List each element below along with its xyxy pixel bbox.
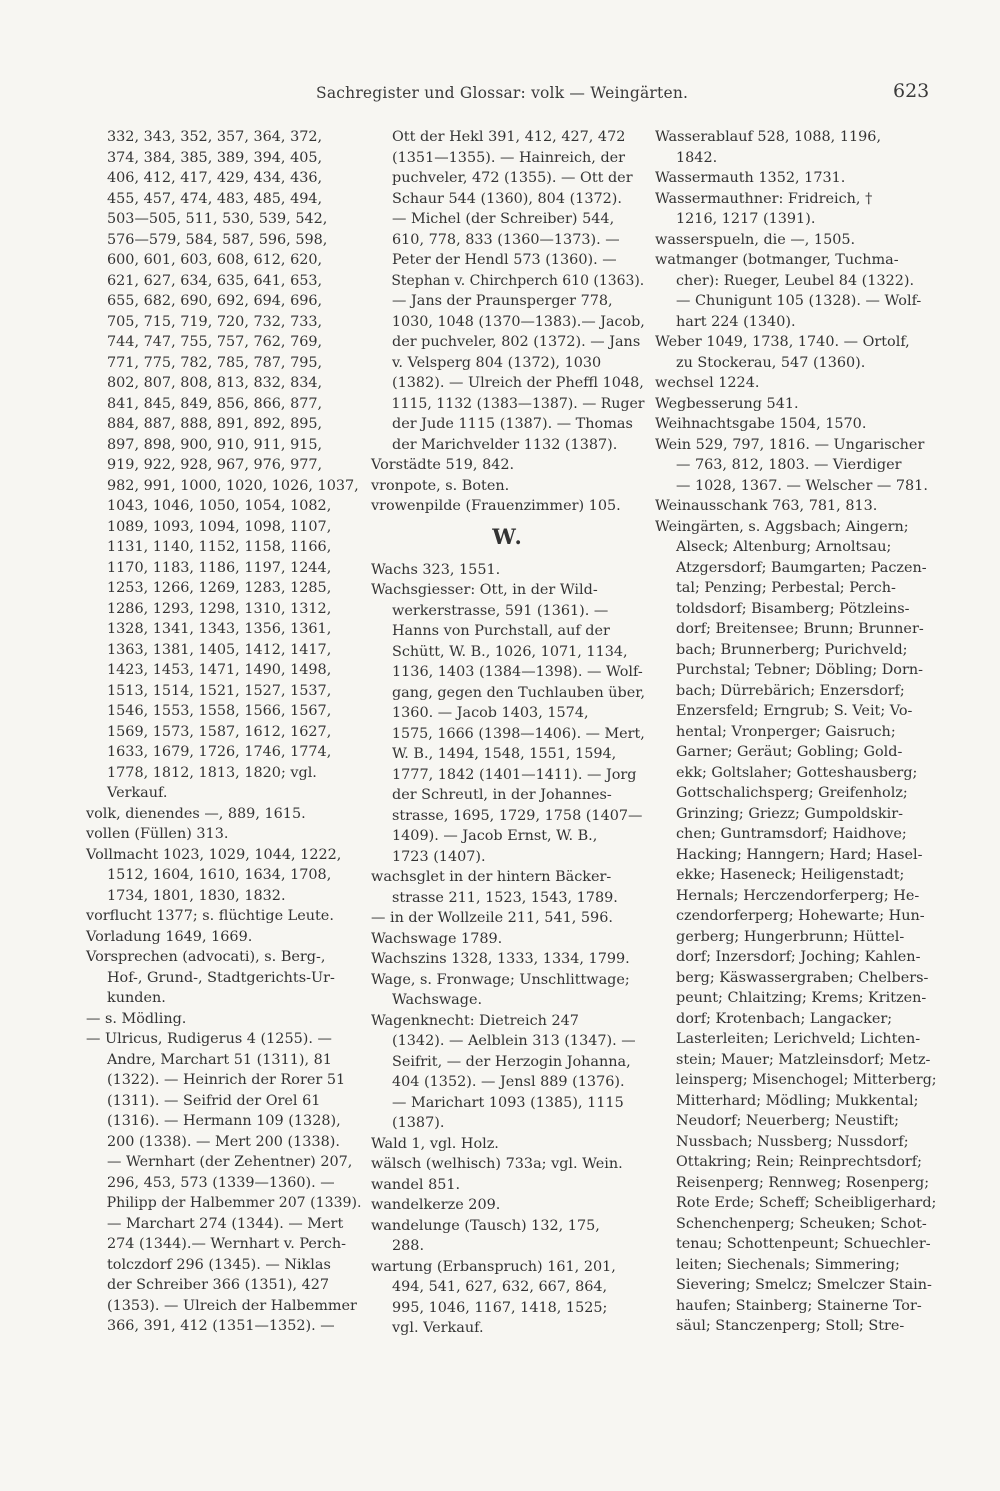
index-entry-continuation: 802, 807, 808, 813, 832, 834,	[107, 375, 323, 391]
index-entry-continuation: gang, gegen den Tuchlauben über,	[391, 684, 646, 701]
index-entry-continuation: 1575, 1666 (1398—1406). — Mert,	[391, 725, 645, 742]
index-entry-continuation: 296, 453, 573 (1339—1360). —	[107, 1174, 335, 1191]
index-entry-continuation: der Schreutl, in der Johannes-	[392, 787, 612, 803]
index-entry-continuation: 1360. — Jacob 1403, 1574,	[392, 705, 589, 721]
index-entry: Weinausschank 763, 781, 813.	[655, 498, 878, 514]
index-entry-continuation: 600, 601, 603, 608, 612, 620,	[107, 252, 323, 268]
index-entry-continuation: zu Stockerau, 547 (1360).	[676, 354, 866, 371]
index-entry: Wegbesserung 541.	[655, 395, 799, 412]
index-entry-continuation: 366, 391, 412 (1351—1352). —	[107, 1318, 335, 1334]
index-entry-continuation: 771, 775, 782, 785, 787, 795,	[107, 354, 323, 371]
index-entry-continuation: Reisenperg; Rennweg; Rosenperg;	[676, 1174, 930, 1191]
index-entry: Vorstädte 519, 842.	[371, 457, 515, 473]
index-entry-continuation: 655, 682, 690, 692, 694, 696,	[107, 293, 323, 309]
index-entry-continuation: 982, 991, 1000, 1020, 1026, 1037,	[107, 477, 359, 494]
index-entry-continuation: Garner; Geräut; Gobling; Gold-	[676, 744, 903, 760]
index-entry: Wald 1, vgl. Holz.	[371, 1135, 499, 1152]
index-entry-continuation: 374, 384, 385, 389, 394, 405,	[107, 149, 323, 166]
index-entry-continuation: 621, 627, 634, 635, 641, 653,	[107, 272, 323, 289]
index-entry-continuation: 1546, 1553, 1558, 1566, 1567,	[107, 703, 332, 719]
index-entry-continuation: (1316). — Hermann 109 (1328),	[107, 1113, 341, 1129]
index-entry-continuation: Philipp der Halbemmer 207 (1339).	[106, 1195, 362, 1211]
index-entry-continuation: leinsperg; Misenchogel; Mitterberg;	[675, 1072, 937, 1088]
index-entry-continuation: 406, 412, 417, 429, 434, 436,	[107, 170, 323, 186]
index-entry-continuation: 897, 898, 900, 910, 911, 915,	[107, 436, 323, 453]
index-entry-continuation: Mitterhard; Mödling; Mukkental;	[676, 1092, 919, 1109]
index-entry-continuation: 274 (1344).— Wernhart v. Perch-	[107, 1236, 346, 1252]
index-entry-continuation: 1170, 1183, 1186, 1197, 1244,	[107, 559, 332, 576]
index-entry: wandel 851.	[371, 1176, 461, 1193]
index-entry: Weihnachtsgabe 1504, 1570.	[655, 416, 867, 432]
index-entry-continuation: Verkauf.	[107, 785, 168, 801]
index-entry-continuation: 884, 887, 888, 891, 892, 895,	[107, 416, 323, 432]
index-entry-continuation: gerberg; Hungerbrunn; Hüttel-	[676, 928, 905, 945]
index-entry-continuation: Atzgersdorf; Baumgarten; Paczen-	[676, 559, 927, 576]
index-entry-continuation: tal; Penzing; Perbestal; Perch-	[676, 580, 896, 596]
index-entry-continuation: Nussbach; Nussberg; Nussdorf;	[676, 1133, 909, 1150]
index-entry-continuation: W. B., 1494, 1548, 1551, 1594,	[392, 746, 617, 762]
index-entry-continuation: 1842.	[676, 149, 718, 166]
index-entry: Wein 529, 797, 1816. — Ungarischer	[655, 436, 925, 453]
index-column-middle	[371, 127, 645, 1339]
index-entry-continuation: 200 (1338). — Mert 200 (1338).	[107, 1133, 340, 1150]
index-entry-continuation: der Marichvelder 1132 (1387).	[392, 436, 618, 453]
index-entry-continuation: 1089, 1093, 1094, 1098, 1107,	[107, 518, 332, 535]
index-entry-continuation: 1115, 1132 (1383—1387). — Ruger	[391, 395, 645, 412]
index-entry-continuation: bach; Brunnerberg; Purichveld;	[676, 641, 908, 658]
index-entry-continuation: — 1028, 1367. — Welscher — 781.	[676, 477, 928, 494]
index-column-right	[655, 127, 937, 1337]
index-entry-continuation: 1513, 1514, 1521, 1527, 1537,	[107, 682, 332, 699]
index-entry-continuation: 705, 715, 719, 720, 732, 733,	[107, 313, 323, 330]
index-entry-continuation: — Wernhart (der Zehentner) 207,	[107, 1154, 353, 1170]
index-entry-continuation: chen; Guntramsdorf; Haidhove;	[676, 826, 907, 842]
index-entry-continuation: 1512, 1604, 1610, 1634, 1708,	[107, 867, 332, 883]
index-entry-continuation: 1131, 1140, 1152, 1158, 1166,	[107, 539, 332, 555]
index-entry-continuation: Enzersfeld; Erngrub; S. Veit; Vo-	[676, 703, 913, 719]
index-entry: wandelkerze 209.	[371, 1197, 501, 1213]
index-entry-continuation: dorf; Krotenbach; Langacker;	[676, 1010, 893, 1027]
index-entry-continuation: Ott der Hekl 391, 412, 427, 472	[392, 129, 626, 145]
index-entry-continuation: Lasterleiten; Lerichveld; Lichten-	[676, 1031, 921, 1047]
running-title: Sachregister und Glossar: volk — Weingärten.	[316, 84, 689, 102]
section-heading: W.	[492, 523, 524, 549]
index-entry-continuation: 1030, 1048 (1370—1383).— Jacob,	[391, 313, 645, 330]
index-entry-continuation: stein; Mauer; Matzleinsdorf; Metz-	[676, 1051, 931, 1068]
index-entry-continuation: tolczdorf 296 (1345). — Niklas	[107, 1256, 331, 1273]
index-entry-continuation: 1777, 1842 (1401—1411). — Jorg	[392, 766, 637, 783]
index-entry-continuation: Purchstal; Tebner; Döbling; Dorn-	[676, 662, 923, 678]
index-entry: — in der Wollzeile 211, 541, 596.	[371, 910, 613, 926]
index-entry-continuation: Alseck; Altenburg; Arnoltsau;	[676, 539, 892, 555]
index-entry-continuation: 610, 778, 833 (1360—1373). —	[392, 231, 620, 248]
index-entry: Vorladung 1649, 1669.	[86, 928, 253, 945]
index-entry-continuation: Rote Erde; Scheff; Scheibligerhard;	[676, 1195, 937, 1211]
index-entry-continuation: cher): Rueger, Leubel 84 (1322).	[676, 272, 915, 289]
index-entry: — s. Mödling.	[86, 1010, 187, 1027]
index-entry-continuation: 1253, 1266, 1269, 1283, 1285,	[107, 580, 332, 596]
index-entry-continuation: hental; Vronperger; Gaisruch;	[676, 723, 896, 740]
index-entry: vrowenpilde (Frauenzimmer) 105.	[371, 498, 621, 514]
index-entry-continuation: Ottakring; Rein; Reinprechtsdorf;	[676, 1154, 922, 1170]
index-entry-continuation: haufen; Stainberg; Stainerne Tor-	[676, 1297, 922, 1314]
index-entry-continuation: — Chunigunt 105 (1328). — Wolf-	[676, 293, 922, 309]
index-entry-continuation: 494, 541, 627, 632, 667, 864,	[392, 1279, 608, 1295]
index-entry-continuation: 1423, 1453, 1471, 1490, 1498,	[107, 662, 332, 678]
index-entry: Wachszins 1328, 1333, 1334, 1799.	[371, 951, 630, 967]
index-entry-continuation: Sievering; Smelcz; Smelczer Stain-	[676, 1277, 932, 1293]
index-entry-continuation: vgl. Verkauf.	[392, 1320, 484, 1336]
index-entry-continuation: (1342). — Aelblein 313 (1347). —	[392, 1033, 636, 1049]
index-entry-continuation: 1778, 1812, 1813, 1820; vgl.	[107, 764, 317, 781]
index-entry-continuation: Hernals; Herczendorferperg; He-	[676, 887, 920, 904]
index-entry-continuation: säul; Stanczenperg; Stoll; Stre-	[676, 1318, 905, 1334]
index-entry: wachsglet in der hintern Bäcker-	[371, 869, 612, 885]
index-entry-continuation: Andre, Marchart 51 (1311), 81	[107, 1051, 332, 1068]
index-entry-continuation: (1353). — Ulreich der Halbemmer	[107, 1297, 357, 1314]
index-entry-continuation: ekke; Haseneck; Heiligenstadt;	[676, 867, 905, 883]
index-entry-continuation: Schütt, W. B., 1026, 1071, 1134,	[392, 643, 628, 660]
index-entry: vollen (Füllen) 313.	[86, 826, 229, 842]
index-entry-continuation: toldsdorf; Bisamberg; Pötzleins-	[676, 600, 910, 617]
index-entry-continuation: 1723 (1407).	[392, 848, 486, 865]
index-entry-continuation: v. Velsperg 804 (1372), 1030	[392, 354, 602, 371]
index-entry: Weber 1049, 1738, 1740. — Ortolf,	[655, 334, 910, 350]
index-entry-continuation: (1382). — Ulreich der Pheffl 1048,	[392, 375, 644, 391]
index-entry-continuation: (1311). — Seifrid der Orel 61	[107, 1092, 321, 1109]
index-entry-continuation: berg; Käswassergraben; Chelbers-	[676, 969, 929, 986]
index-entry-continuation: — Marchart 274 (1344). — Mert	[107, 1215, 344, 1232]
index-entry-continuation: 455, 457, 474, 483, 485, 494,	[107, 190, 323, 207]
index-entry-continuation: dorf; Inzersdorf; Joching; Kahlen-	[676, 949, 921, 965]
index-entry: vorflucht 1377; s. flüchtige Leute.	[86, 908, 334, 924]
index-entry-continuation: 576—579, 584, 587, 596, 598,	[107, 231, 328, 248]
index-entry: Vorsprechen (advocati), s. Berg-,	[86, 949, 326, 965]
index-entry-continuation: (1387).	[392, 1115, 445, 1131]
index-entry-continuation: puchveler, 472 (1355). — Ott der	[392, 170, 633, 186]
index-entry-continuation: 1633, 1679, 1726, 1746, 1774,	[107, 744, 332, 760]
index-entry-continuation: Wachswage.	[392, 992, 483, 1008]
index-entry: watmanger (botmanger, Tuchma-	[655, 252, 899, 268]
index-entry: wandelunge (Tausch) 132, 175,	[371, 1217, 600, 1234]
index-entry-continuation: dorf; Breitensee; Brunn; Brunner-	[676, 621, 924, 637]
index-entry-continuation: 1216, 1217 (1391).	[676, 211, 816, 227]
index-entry: Wage, s. Fronwage; Unschlittwage;	[371, 971, 630, 988]
index-entry-continuation: — Jans der Praunsperger 778,	[392, 293, 613, 309]
index-entry-continuation: 1328, 1341, 1343, 1356, 1361,	[107, 621, 332, 637]
index-entry: — Ulricus, Rudigerus 4 (1255). —	[86, 1031, 332, 1047]
index-entry: Vollmacht 1023, 1029, 1044, 1222,	[86, 846, 342, 863]
index-entry-continuation: czendorferperg; Hohewarte; Hun-	[676, 908, 925, 924]
index-entry: wechsel 1224.	[655, 375, 760, 391]
index-entry: Weingärten, s. Aggsbach; Aingern;	[655, 518, 909, 535]
index-entry-continuation: der Jude 1115 (1387). — Thomas	[392, 416, 633, 432]
index-entry: wartung (Erbanspruch) 161, 201,	[371, 1258, 616, 1275]
index-entry-continuation: peunt; Chlaitzing; Krems; Kritzen-	[676, 990, 927, 1006]
index-entry-continuation: 1569, 1573, 1587, 1612, 1627,	[107, 723, 332, 740]
index-entry: volk, dienendes —, 889, 1615.	[86, 805, 306, 822]
index-entry-continuation: Hof-, Grund-, Stadtgerichts-Ur-	[107, 969, 335, 986]
running-header	[0, 80, 1000, 110]
index-entry-continuation: Stephan v. Chirchperch 610 (1363).	[391, 272, 645, 289]
index-entry-continuation: Neudorf; Neuerberg; Neustift;	[676, 1113, 899, 1129]
index-entry-continuation: hart 224 (1340).	[676, 313, 796, 330]
index-entry-continuation: 919, 922, 928, 967, 976, 977,	[107, 457, 323, 473]
index-entry-continuation: 1136, 1403 (1384—1398). — Wolf-	[392, 664, 643, 680]
index-entry-continuation: Schenchenperg; Scheuken; Schot-	[676, 1215, 927, 1232]
index-entry-continuation: 1286, 1293, 1298, 1310, 1312,	[107, 600, 332, 617]
index-entry-continuation: 288.	[392, 1238, 425, 1254]
index-entry: Wachs 323, 1551.	[371, 561, 501, 578]
index-entry-continuation: 1409). — Jacob Ernst, W. B.,	[392, 828, 598, 844]
index-entry: wälsch (welhisch) 733a; vgl. Wein.	[371, 1156, 623, 1172]
page-number: 623	[893, 80, 930, 102]
index-entry-continuation: — Michel (der Schreiber) 544,	[392, 211, 615, 227]
index-entry-continuation: der Schreiber 366 (1351), 427	[107, 1277, 330, 1293]
index-entry: Wassermauth 1352, 1731.	[655, 170, 846, 186]
index-entry-continuation: 744, 747, 755, 757, 762, 769,	[107, 334, 323, 350]
index-entry-continuation: bach; Dürrebärich; Enzersdorf;	[676, 682, 905, 699]
index-entry: Wasserablauf 528, 1088, 1196,	[655, 129, 882, 145]
index-entry-continuation: Schaur 544 (1360), 804 (1372).	[392, 190, 622, 207]
index-entry-continuation: 332, 343, 352, 357, 364, 372,	[107, 129, 323, 145]
index-entry-continuation: Hacking; Hanngern; Hard; Hasel-	[676, 846, 923, 863]
index-entry-continuation: strasse 211, 1523, 1543, 1789.	[392, 889, 618, 906]
index-entry-continuation: — Marichart 1093 (1385), 1115	[392, 1094, 624, 1111]
index-entry-continuation: 503—505, 511, 530, 539, 542,	[107, 211, 328, 227]
index-entry-continuation: 404 (1352). — Jensl 889 (1376).	[392, 1074, 625, 1090]
index-entry-continuation: 1734, 1801, 1830, 1832.	[107, 887, 286, 904]
index-entry-continuation: 841, 845, 849, 856, 866, 877,	[107, 395, 323, 412]
index-column-left	[86, 127, 362, 1337]
index-entry-continuation: werkerstrasse, 591 (1361). —	[392, 602, 609, 619]
index-entry-continuation: 1043, 1046, 1050, 1054, 1082,	[107, 498, 332, 514]
index-entry-continuation: kunden.	[107, 990, 166, 1006]
index-entry: wasserspueln, die —, 1505.	[655, 231, 856, 248]
index-entry-continuation: Grinzing; Griezz; Gumpoldskir-	[676, 805, 903, 822]
index-entry-continuation: (1351—1355). — Hainreich, der	[392, 149, 626, 166]
index-entry-continuation: tenau; Schottenpeunt; Schuechler-	[676, 1236, 931, 1252]
index-entry-continuation: Gottschalichsperg; Greifenholz;	[676, 785, 908, 801]
index-entry: Wassermauthner: Fridreich, †	[655, 190, 873, 207]
index-entry-continuation: ekk; Goltslaher; Gotteshausberg;	[676, 764, 918, 781]
index-entry-continuation: leiten; Siechenals; Simmering;	[676, 1256, 900, 1273]
index-entry: Wagenknecht: Dietreich 247	[371, 1012, 579, 1029]
index-entry-continuation: (1322). — Heinrich der Rorer 51	[107, 1072, 346, 1088]
index-entry: vronpote, s. Boten.	[371, 477, 510, 494]
index-entry-continuation: Seifrit, — der Herzogin Johanna,	[392, 1053, 631, 1070]
index-entry-continuation: 1363, 1381, 1405, 1412, 1417,	[107, 641, 332, 658]
index-entry-continuation: Peter der Hendl 573 (1360). —	[392, 252, 617, 268]
index-entry-continuation: Hanns von Purchstall, auf der	[392, 623, 610, 639]
index-entry: Wachswage 1789.	[371, 930, 503, 947]
index-entry-continuation: 995, 1046, 1167, 1418, 1525;	[392, 1299, 608, 1316]
index-entry: Wachsgiesser: Ott, in der Wild-	[371, 582, 598, 598]
index-entry-continuation: der puchveler, 802 (1372). — Jans	[392, 334, 641, 350]
index-entry-continuation: strasse, 1695, 1729, 1758 (1407—	[392, 807, 643, 824]
index-entry-continuation: — 763, 812, 1803. — Vierdiger	[676, 457, 902, 473]
